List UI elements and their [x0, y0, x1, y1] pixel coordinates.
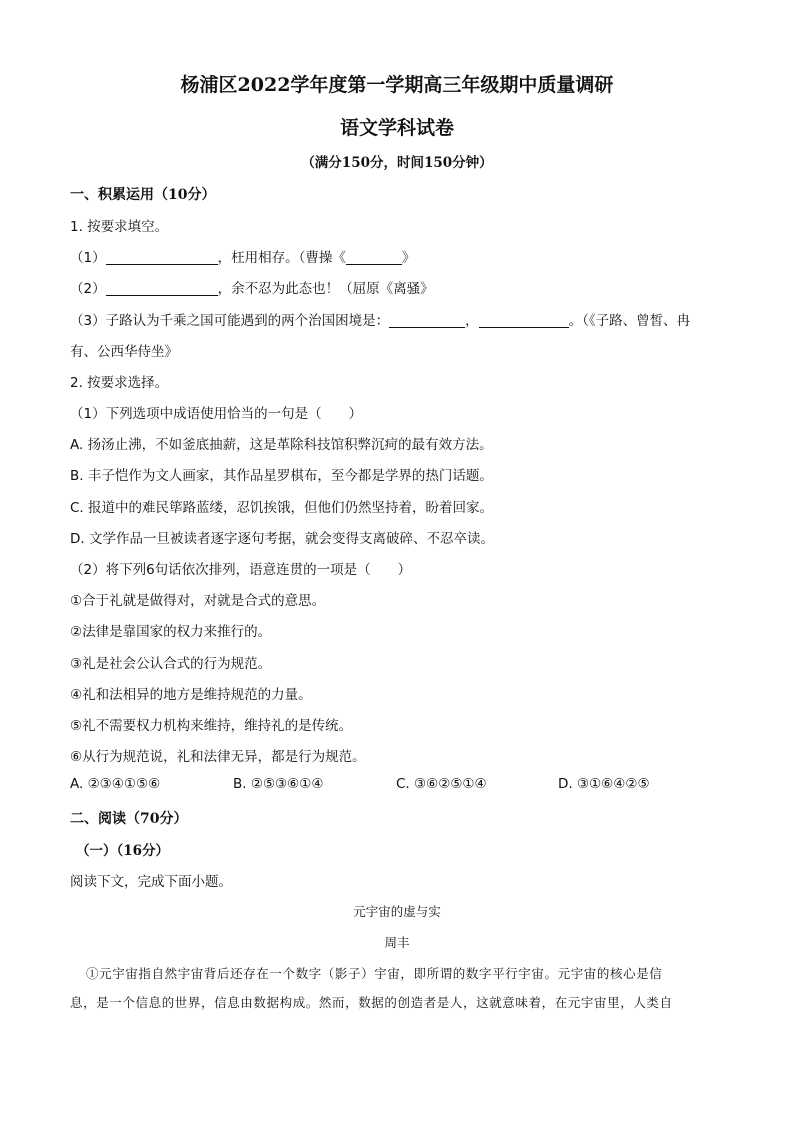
section1-heading: 一、积累运用（10分） [70, 187, 216, 203]
reading-instruction: 阅读下文，完成下面小题。 [70, 874, 232, 890]
q1-item2 [70, 277, 434, 297]
article-title: 元宇宙的虚与实 [353, 904, 441, 919]
q2-stem: 2. 按要求选择。 [70, 375, 169, 391]
answer-blank[interactable] [389, 313, 465, 328]
answer-blank[interactable] [106, 250, 218, 265]
q1-item3-end: 。（《子路、曾皙、冉 [568, 313, 691, 329]
section2-part1: （一）（16分） [76, 843, 170, 859]
q1-item1 [70, 246, 415, 266]
paragraph-line: ①元宇宙指自然宇宙背后还存在一个数字（影子）宇宙，即所谓的数字平行宇宙。元宇宙的核心是信 [86, 966, 663, 981]
article-author: 周丰 [384, 935, 410, 950]
q2-choice-a: A. ②③④①⑤⑥ [70, 776, 161, 792]
q2-option: B. 丰子恺作为文人画家，其作品星罗棋布，至今都是学界的热门话题。 [70, 468, 493, 484]
q2-choice-b: B. ②⑤③⑥①④ [233, 776, 324, 792]
q2-option: A. 扬汤止沸，不如釜底抽薪，这是革除科技馆积弊沉疴的最有效方法。 [70, 437, 493, 453]
answer-blank[interactable] [479, 313, 569, 328]
q1-item3-continued: 有、公西华侍坐》 [70, 344, 178, 360]
exam-title: 杨浦区2022学年度第一学期高三年级期中质量调研 [180, 74, 614, 96]
q2-choice-d: D. ③①⑥④②⑤ [558, 776, 650, 792]
q2-sentence: ②法律是靠国家的权力来推行的。 [70, 624, 272, 640]
q2-sub1: （1）下列选项中成语使用恰当的一句是（ ） [70, 406, 363, 422]
q1-stem: 1. 按要求填空。 [70, 219, 169, 235]
answer-blank[interactable] [106, 281, 218, 296]
q1-item3-sep: ， [465, 313, 479, 329]
exam-subtitle: 语文学科试卷 [339, 117, 454, 139]
q2-choice-c: C. ③⑥②⑤①④ [396, 776, 487, 792]
q2-option: C. 报道中的难民筚路蓝缕，忍饥挨饿，但他们仍然坚持着，盼着回家。 [70, 500, 494, 516]
section2-heading: 二、阅读（70分） [70, 811, 188, 827]
paragraph-line: 息，是一个信息的世界，信息由数据构成。然而，数据的创造者是人，这就意味着，在元宇宙里，人类自 [70, 995, 673, 1010]
q2-option: D. 文学作品一旦被读者逐字逐句考据，就会变得支离破碎、不忍卒读。 [70, 531, 494, 547]
q1-item3 [70, 309, 690, 329]
q2-sub2: （2）将下列6句话依次排列，语意连贯的一项是（ ） [70, 562, 412, 578]
q1-item2-text: ，余不忍为此态也！（屈原《离骚》 [217, 281, 434, 297]
q1-item1-text: ，枉用相存。（曹操《 [217, 250, 346, 266]
q1-item3-prefix: （3）子路认为千乘之国可能遇到的两个治国困境是： [70, 313, 390, 329]
q2-sentence: ③礼是社会公认合式的行为规范。 [70, 656, 272, 672]
q2-sentence: ④礼和法相异的地方是维持规范的力量。 [70, 687, 312, 703]
q1-item2-prefix: （2） [70, 281, 106, 297]
q1-item1-prefix: （1） [70, 250, 106, 266]
q2-sentence: ⑥从行为规范说，礼和法律无异，都是行为规范。 [70, 749, 366, 765]
q2-sentence: ①合于礼就是做得对，对就是合式的意思。 [70, 593, 326, 609]
q1-item1-end: 》 [401, 250, 416, 266]
exam-info: （满分150分，时间150分钟） [301, 155, 493, 171]
answer-blank[interactable] [346, 250, 402, 265]
q2-sentence: ⑤礼不需要权力机构来维持，维持礼的是传统。 [70, 718, 353, 734]
